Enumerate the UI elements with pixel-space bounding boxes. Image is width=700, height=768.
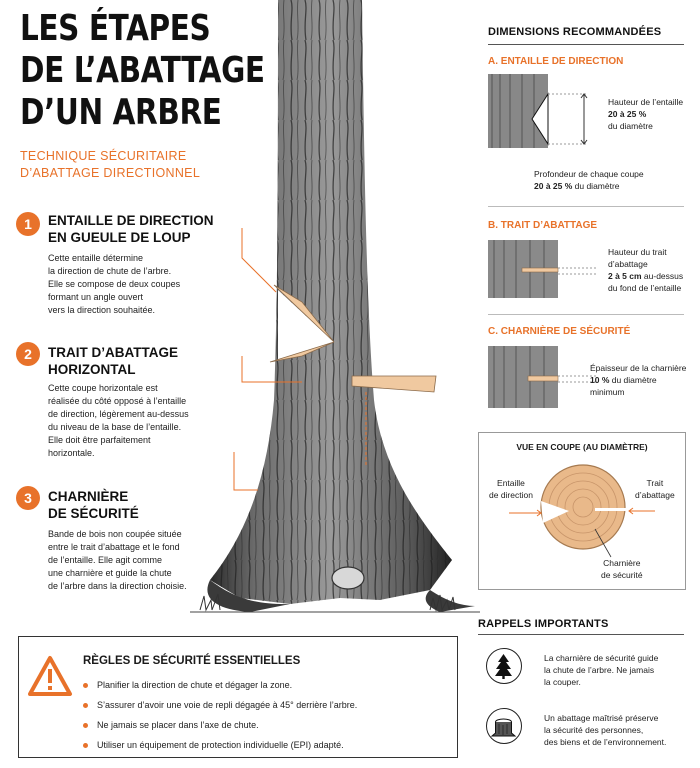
cross-section-box bbox=[478, 432, 686, 590]
tree-illustration bbox=[190, 0, 480, 625]
cross-section-right-label: Trait d’abattage bbox=[635, 478, 675, 500]
dimension-c-text: Épaisseur de la charnière 10 % du diamètre minimum bbox=[590, 363, 687, 397]
page-title: LES ÉTAPES DE L’ABATTAGE D’UN ARBRE bbox=[20, 8, 265, 133]
step-3-title: CHARNIÈRE DE SÉCURITÉ bbox=[48, 489, 139, 521]
step-1-number: 1 bbox=[16, 212, 40, 236]
safety-rule-item: Planifier la direction de chute et dégager la zone. bbox=[83, 675, 357, 695]
step-1-body: Cette entaille détermine la direction de chute de l’arbre. Elle se compose de deux coupes formant un angle ouvert vers la direction souhaitée. bbox=[48, 253, 181, 315]
dimension-c-diagram bbox=[488, 344, 598, 408]
dimension-b-title: B. TRAIT D’ABATTAGE bbox=[488, 220, 598, 231]
dimension-c-title: C. CHARNIÈRE DE SÉCURITÉ bbox=[488, 326, 631, 337]
safety-rules-box bbox=[18, 636, 458, 758]
reminders-heading: RAPPELS IMPORTANTS bbox=[478, 618, 609, 630]
safety-rule-item: Utiliser un équipement de protection individuelle (EPI) adapté. bbox=[83, 735, 357, 755]
cross-section-title: VUE EN COUPE (AU DIAMÈTRE) bbox=[516, 442, 648, 452]
step-3-number: 3 bbox=[16, 486, 40, 510]
stump-icon bbox=[486, 708, 522, 744]
tree-icon bbox=[486, 648, 522, 684]
cross-section-bottom-label: Charnière de sécurité bbox=[601, 558, 643, 580]
dimension-b-text: Hauteur du trait d’abattage 2 à 5 cm au-dessus du fond de l’entaille bbox=[608, 247, 684, 293]
dimension-a-title: A. ENTAILLE DE DIRECTION bbox=[488, 56, 624, 67]
safety-rules-list bbox=[83, 675, 357, 755]
page-subtitle: TECHNIQUE SÉCURITAIRE D’ABATTAGE DIRECTIONNEL bbox=[20, 149, 201, 180]
safety-rules-title: RÈGLES DE SÉCURITÉ ESSENTIELLES bbox=[83, 655, 301, 667]
rock bbox=[332, 567, 364, 589]
dimensions-heading: DIMENSIONS RECOMMANDÉES bbox=[488, 26, 662, 38]
step-2-title: TRAIT D’ABATTAGE HORIZONTAL bbox=[48, 345, 178, 377]
dimension-a-diagram bbox=[488, 72, 608, 152]
dimension-a-height: Hauteur de l’entaille 20 à 25 % du diamètre bbox=[608, 97, 684, 131]
cross-section-left-label: Entaille de direction bbox=[489, 478, 533, 500]
reminder-2: Un abattage maîtrisé préserve la sécurité des personnes, des biens et de l’environnement. bbox=[544, 713, 667, 747]
step-2-body: Cette coupe horizontale est réalisée du côté opposé à l’entaille de direction, légèrement au-dessus du niveau de la base de l’entaille. Elle doit être parfaitement horizontale. bbox=[48, 383, 189, 458]
warning-triangle-icon bbox=[27, 655, 73, 697]
step-1-title: ENTAILLE DE DIRECTION EN GUEULE DE LOUP bbox=[48, 213, 214, 245]
safety-rule-item: S’assurer d’avoir une voie de repli dégagée à 45° derrière l’arbre. bbox=[83, 695, 357, 715]
reminder-1: La charnière de sécurité guide la chute de l’arbre. Ne jamais la couper. bbox=[544, 653, 659, 687]
dimension-b-diagram bbox=[488, 238, 600, 302]
dimension-a-depth: Profondeur de chaque coupe 20 à 25 % du diamètre bbox=[534, 169, 644, 191]
step-2-number: 2 bbox=[16, 342, 40, 366]
safety-rule-item: Ne jamais se placer dans l’axe de chute. bbox=[83, 715, 357, 735]
step-3-body: Bande de bois non coupée située entre le trait d’abattage et le fond de l’entaille. Elle agit comme une charnière et guide la chute de l’arbre dans la direction choisie. bbox=[48, 529, 187, 591]
